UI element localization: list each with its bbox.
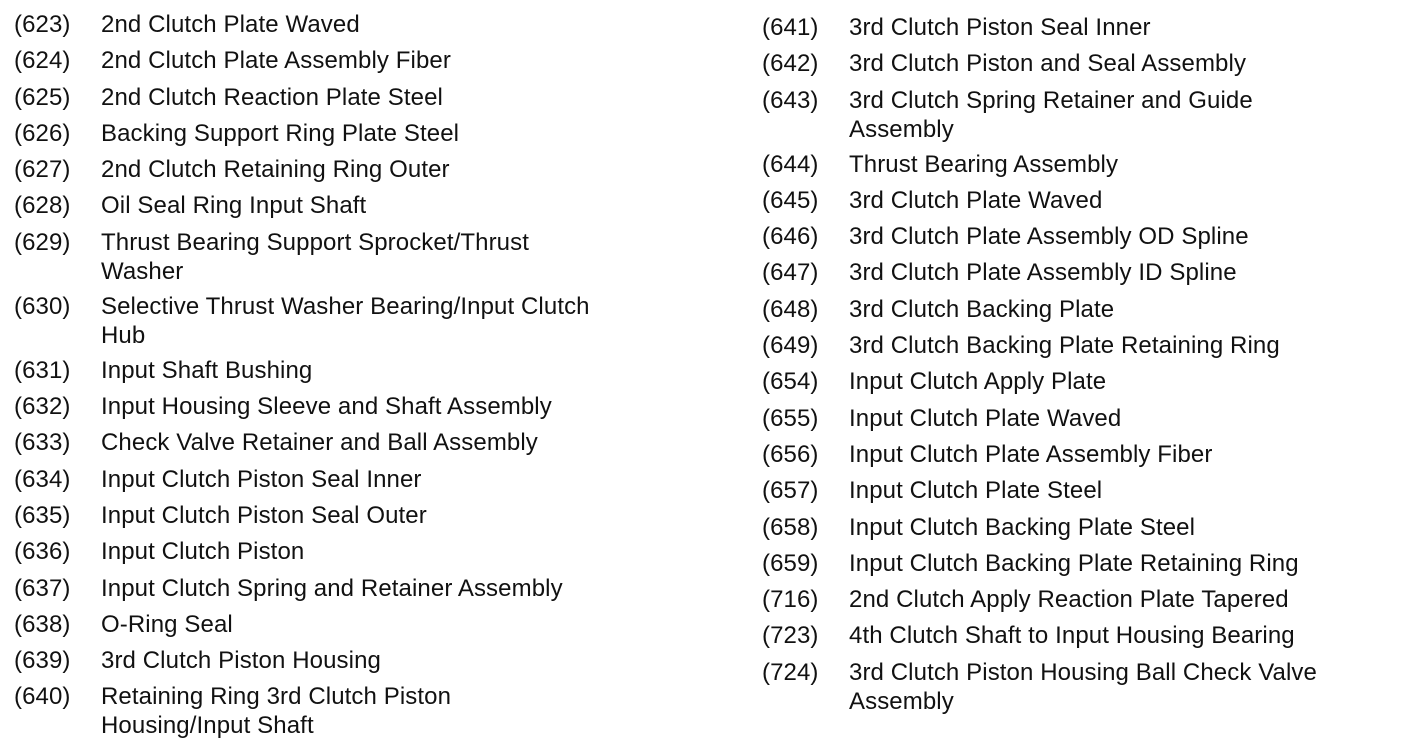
part-number: (645) <box>762 186 819 214</box>
part-description: 4th Clutch Shaft to Input Housing Bearing <box>849 622 1295 650</box>
part-description: Input Clutch Plate Waved <box>849 404 1122 432</box>
list-item <box>14 428 714 457</box>
list-item <box>762 258 1402 287</box>
part-number: (716) <box>762 586 819 614</box>
list-item <box>14 465 714 494</box>
part-description: 3rd Clutch Backing Plate Retaining Ring <box>849 332 1280 360</box>
list-item <box>762 585 1402 614</box>
list-item <box>14 228 714 286</box>
list-item <box>14 646 714 675</box>
part-number: (646) <box>762 223 819 251</box>
part-number: (644) <box>762 150 819 178</box>
list-item <box>762 440 1402 469</box>
part-description: Input Clutch Apply Plate <box>849 368 1107 396</box>
list-item <box>762 295 1402 324</box>
part-description: 2nd Clutch Apply Reaction Plate Tapered <box>849 586 1289 614</box>
part-description: 3rd Clutch Piston Seal Inner <box>849 14 1151 41</box>
part-number: (632) <box>14 393 71 421</box>
part-number: (631) <box>14 356 71 384</box>
part-description: Selective Thrust Washer Bearing/Input Clutch Hub <box>101 292 590 349</box>
list-item <box>762 404 1402 433</box>
list-item <box>762 513 1402 542</box>
part-description: Input Clutch Piston <box>101 538 305 566</box>
list-item <box>14 501 714 530</box>
list-item <box>762 150 1402 179</box>
part-number: (639) <box>14 647 71 675</box>
part-number: (649) <box>762 332 819 360</box>
part-number: (633) <box>14 429 71 457</box>
part-number: (634) <box>14 465 71 493</box>
part-description: Check Valve Retainer and Ball Assembly <box>101 429 538 457</box>
part-number: (723) <box>762 622 819 650</box>
list-item <box>762 367 1402 396</box>
part-number: (624) <box>14 47 71 75</box>
part-description: 3rd Clutch Piston Housing <box>101 647 381 675</box>
part-description: 3rd Clutch Plate Assembly ID Spline <box>849 259 1237 287</box>
part-number: (643) <box>762 86 819 114</box>
list-item <box>762 621 1402 650</box>
part-description: O-Ring Seal <box>101 610 233 638</box>
part-number: (638) <box>14 610 71 638</box>
part-number: (655) <box>762 404 819 432</box>
list-item <box>14 46 714 75</box>
part-number: (641) <box>762 14 819 41</box>
part-description: Input Clutch Plate Assembly Fiber <box>849 440 1213 468</box>
part-number: (656) <box>762 440 819 468</box>
part-description: Input Clutch Backing Plate Retaining Ring <box>849 549 1299 577</box>
part-number: (647) <box>762 259 819 287</box>
part-number: (724) <box>762 658 819 686</box>
list-item <box>14 10 714 39</box>
part-number: (637) <box>14 574 71 602</box>
part-description: 3rd Clutch Backing Plate <box>849 295 1115 323</box>
list-item <box>762 49 1402 78</box>
list-item <box>14 537 714 566</box>
part-description: Input Clutch Plate Steel <box>849 477 1103 505</box>
part-number: (628) <box>14 192 71 220</box>
part-number: (625) <box>14 83 71 111</box>
part-description: 3rd Clutch Spring Retainer and Guide Assembly <box>849 86 1253 143</box>
list-item <box>14 682 714 740</box>
part-description: 2nd Clutch Retaining Ring Outer <box>101 156 450 184</box>
part-description: 2nd Clutch Plate Assembly Fiber <box>101 47 451 75</box>
part-description: 3rd Clutch Plate Waved <box>849 186 1103 214</box>
part-description: 2nd Clutch Reaction Plate Steel <box>101 83 443 111</box>
list-item <box>762 658 1402 716</box>
part-number: (654) <box>762 368 819 396</box>
list-item <box>762 549 1402 578</box>
part-description: Input Clutch Piston Seal Inner <box>101 465 422 493</box>
part-number: (658) <box>762 513 819 541</box>
list-item <box>14 191 714 220</box>
parts-list-right <box>762 13 1402 722</box>
part-description: Thrust Bearing Assembly <box>849 150 1119 178</box>
part-description: 3rd Clutch Plate Assembly OD Spline <box>849 223 1249 251</box>
list-item <box>762 13 1402 42</box>
part-number: (627) <box>14 156 71 184</box>
part-number: (629) <box>14 228 71 256</box>
list-item <box>762 331 1402 360</box>
part-description: Input Shaft Bushing <box>101 356 313 384</box>
list-item <box>762 186 1402 215</box>
part-description: Input Clutch Piston Seal Outer <box>101 501 427 529</box>
list-item <box>14 392 714 421</box>
part-description: Input Clutch Spring and Retainer Assembly <box>101 574 563 602</box>
part-description: 3rd Clutch Piston and Seal Assembly <box>849 50 1247 78</box>
list-item <box>762 222 1402 251</box>
list-item <box>14 292 714 350</box>
list-item <box>14 119 714 148</box>
part-description: Backing Support Ring Plate Steel <box>101 119 460 147</box>
list-item <box>762 86 1402 144</box>
part-number: (657) <box>762 477 819 505</box>
list-item <box>762 476 1402 505</box>
part-description: Thrust Bearing Support Sprocket/Thrust Washer <box>101 228 529 285</box>
part-description: Input Clutch Backing Plate Steel <box>849 513 1196 541</box>
list-item <box>14 356 714 385</box>
part-number: (635) <box>14 501 71 529</box>
parts-list-left <box>14 10 714 746</box>
part-description: Retaining Ring 3rd Clutch Piston Housing/Input Shaft <box>101 683 452 740</box>
part-description: 2nd Clutch Plate Waved <box>101 11 360 38</box>
part-number: (636) <box>14 538 71 566</box>
part-description: Oil Seal Ring Input Shaft <box>101 192 367 220</box>
list-item <box>14 574 714 603</box>
part-description: Input Housing Sleeve and Shaft Assembly <box>101 393 552 421</box>
part-number: (659) <box>762 549 819 577</box>
part-number: (642) <box>762 50 819 78</box>
part-number: (623) <box>14 11 71 38</box>
list-item <box>14 610 714 639</box>
part-number: (626) <box>14 119 71 147</box>
part-number: (648) <box>762 295 819 323</box>
part-number: (630) <box>14 292 71 320</box>
part-number: (640) <box>14 683 71 711</box>
part-description: 3rd Clutch Piston Housing Ball Check Valve Assembly <box>849 658 1317 715</box>
list-item <box>14 83 714 112</box>
list-item <box>14 155 714 184</box>
